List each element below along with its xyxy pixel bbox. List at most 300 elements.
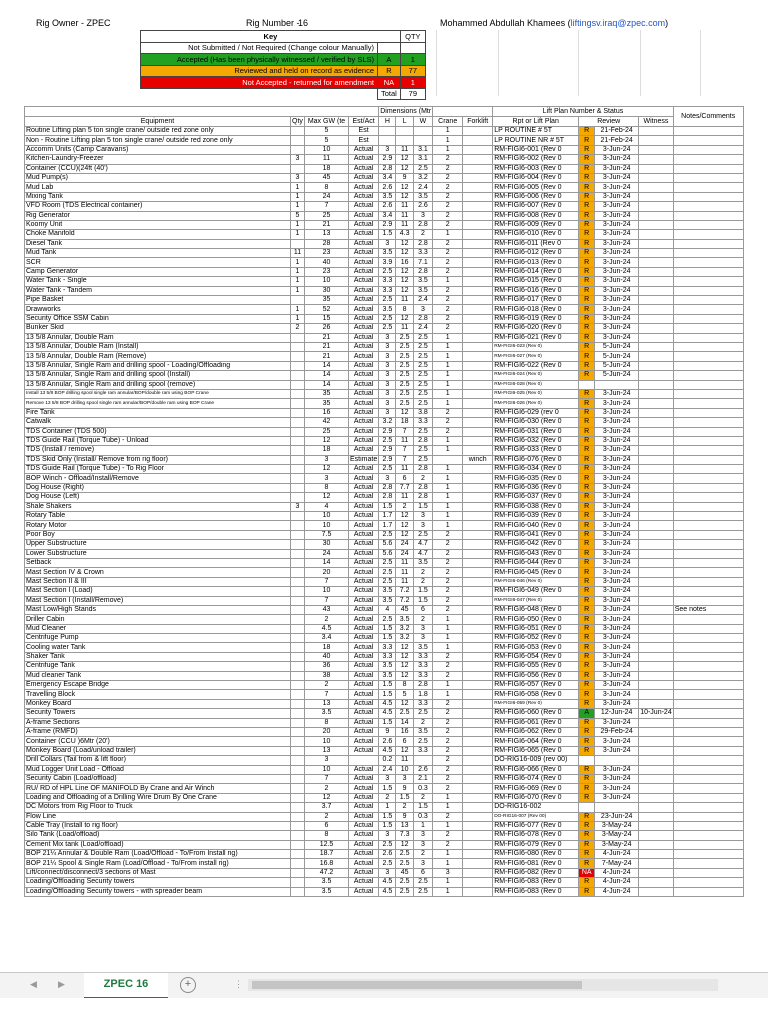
est-act-cell[interactable]: Actual [349, 784, 379, 793]
qty-cell[interactable] [291, 624, 305, 633]
est-act-cell[interactable]: Actual [349, 652, 379, 661]
review-date-cell[interactable]: 12-Jun-24 [595, 709, 639, 718]
notes-cell[interactable] [673, 859, 743, 868]
witness-cell[interactable] [639, 155, 674, 164]
height-cell[interactable]: 2.9 [379, 220, 396, 229]
max-gw-cell[interactable]: 13 [305, 699, 349, 708]
est-act-cell[interactable]: Actual [349, 840, 379, 849]
equipment-cell[interactable]: Remove 13 5/8 BOP drilling spool single ram annular/BOP/double ram using BOP Crane [25, 399, 291, 408]
crane-cell[interactable] [433, 455, 463, 464]
witness-cell[interactable] [639, 267, 674, 276]
height-cell[interactable]: 5.6 [379, 549, 396, 558]
review-status-cell[interactable]: R [579, 173, 595, 182]
est-act-cell[interactable]: Actual [349, 568, 379, 577]
width-cell[interactable]: 3.5 [413, 277, 432, 286]
qty-cell[interactable] [291, 465, 305, 474]
qty-cell[interactable] [291, 605, 305, 614]
table-row[interactable] [25, 127, 744, 136]
table-row[interactable] [25, 427, 744, 436]
lift-plan-cell[interactable]: RM-FIGI6-041 (Rev 0 [493, 530, 579, 539]
forklift-cell[interactable] [463, 155, 493, 164]
length-cell[interactable]: 12 [396, 643, 413, 652]
review-date-cell[interactable]: 3-Jun-24 [595, 690, 639, 699]
length-cell[interactable]: 4.3 [396, 230, 413, 239]
crane-cell[interactable]: 2 [433, 709, 463, 718]
qty-cell[interactable]: 1 [291, 192, 305, 201]
witness-cell[interactable] [639, 540, 674, 549]
review-date-cell[interactable]: 4-Jun-24 [595, 887, 639, 896]
witness-cell[interactable] [639, 596, 674, 605]
max-gw-cell[interactable]: 3 [305, 455, 349, 464]
max-gw-cell[interactable]: 36 [305, 662, 349, 671]
crane-cell[interactable]: 1 [433, 878, 463, 887]
width-cell[interactable]: 2.8 [413, 314, 432, 323]
table-row[interactable] [25, 784, 744, 793]
max-gw-cell[interactable]: 10 [305, 737, 349, 746]
lift-plan-cell[interactable]: RM-FIGI6-061 (Rev 0 [493, 718, 579, 727]
crane-cell[interactable]: 1 [433, 803, 463, 812]
est-act-cell[interactable]: Actual [349, 305, 379, 314]
review-date-cell[interactable]: 3-Jun-24 [595, 183, 639, 192]
lift-plan-cell[interactable]: RM-FIGI6-026 (Rev 0) [493, 399, 579, 408]
length-cell[interactable]: 12 [396, 239, 413, 248]
witness-cell[interactable] [639, 887, 674, 896]
max-gw-cell[interactable]: 25 [305, 211, 349, 220]
crane-cell[interactable]: 1 [433, 850, 463, 859]
witness-cell[interactable] [639, 258, 674, 267]
notes-cell[interactable] [673, 465, 743, 474]
forklift-cell[interactable] [463, 230, 493, 239]
crane-cell[interactable]: 1 [433, 821, 463, 830]
notes-cell[interactable] [673, 267, 743, 276]
qty-cell[interactable]: 11 [291, 249, 305, 258]
qty-cell[interactable]: 1 [291, 183, 305, 192]
witness-cell[interactable] [639, 530, 674, 539]
table-row[interactable] [25, 803, 744, 812]
notes-cell[interactable] [673, 474, 743, 483]
review-status-cell[interactable]: R [579, 746, 595, 755]
width-cell[interactable]: 2.8 [413, 436, 432, 445]
length-cell[interactable]: 11 [396, 296, 413, 305]
review-status-cell[interactable]: R [579, 493, 595, 502]
table-row[interactable] [25, 361, 744, 370]
notes-cell[interactable] [673, 718, 743, 727]
review-status-cell[interactable]: R [579, 652, 595, 661]
review-status-cell[interactable]: A [579, 709, 595, 718]
width-cell[interactable]: 2 [413, 230, 432, 239]
equipment-cell[interactable]: Mast Section II & III [25, 577, 291, 586]
width-cell[interactable]: 2.8 [413, 483, 432, 492]
length-cell[interactable]: 12 [396, 155, 413, 164]
notes-cell[interactable] [673, 389, 743, 398]
review-status-cell[interactable]: R [579, 850, 595, 859]
forklift-cell[interactable] [463, 737, 493, 746]
lift-plan-cell[interactable]: RM-FIGI6-045 (Rev 0 [493, 568, 579, 577]
height-cell[interactable]: 3.5 [379, 596, 396, 605]
forklift-cell[interactable] [463, 493, 493, 502]
lift-plan-cell[interactable]: DO-RIG16-009 (rev 00) [493, 756, 579, 765]
max-gw-cell[interactable]: 38 [305, 671, 349, 680]
notes-cell[interactable] [673, 756, 743, 765]
review-status-cell[interactable]: R [579, 502, 595, 511]
equipment-cell[interactable]: TDS Guide Rail (Torque Tube) - To Rig Floor [25, 465, 291, 474]
max-gw-cell[interactable]: 16 [305, 408, 349, 417]
lift-plan-cell[interactable]: RM-FIGI6-082 (Rev 0 [493, 868, 579, 877]
qty-cell[interactable]: 1 [291, 202, 305, 211]
height-cell[interactable]: 2.9 [379, 427, 396, 436]
review-date-cell[interactable]: 3-Jun-24 [595, 493, 639, 502]
crane-cell[interactable]: 1 [433, 230, 463, 239]
witness-cell[interactable] [639, 831, 674, 840]
prev-sheet-icon[interactable]: ◀ [30, 979, 37, 989]
crane-cell[interactable]: 2 [433, 192, 463, 201]
notes-cell[interactable] [673, 512, 743, 521]
qty-cell[interactable]: 2 [291, 324, 305, 333]
est-act-cell[interactable]: Actual [349, 277, 379, 286]
table-row[interactable] [25, 878, 744, 887]
forklift-cell[interactable] [463, 361, 493, 370]
equipment-cell[interactable]: Dog House (Left) [25, 493, 291, 502]
review-date-cell[interactable]: 3-Jun-24 [595, 774, 639, 783]
length-cell[interactable]: 12 [396, 746, 413, 755]
qty-cell[interactable] [291, 699, 305, 708]
table-row[interactable] [25, 230, 744, 239]
crane-cell[interactable]: 1 [433, 277, 463, 286]
witness-cell[interactable] [639, 521, 674, 530]
review-date-cell[interactable]: 3-Jun-24 [595, 596, 639, 605]
width-cell[interactable]: 0.3 [413, 784, 432, 793]
height-cell[interactable]: 4 [379, 605, 396, 614]
notes-cell[interactable] [673, 878, 743, 887]
crane-cell[interactable]: 1 [433, 465, 463, 474]
lift-plan-cell[interactable]: RM-FIGI6-055 (Rev 0 [493, 662, 579, 671]
height-cell[interactable]: 3 [379, 389, 396, 398]
est-act-cell[interactable]: Actual [349, 577, 379, 586]
est-act-cell[interactable]: Actual [349, 333, 379, 342]
witness-cell[interactable]: 10-Jun-24 [640, 709, 672, 717]
table-row[interactable] [25, 549, 744, 558]
qty-cell[interactable] [291, 577, 305, 586]
height-cell[interactable]: 9 [379, 728, 396, 737]
lift-plan-cell[interactable]: DO-RIG16-002 [493, 803, 579, 812]
forklift-cell[interactable] [463, 418, 493, 427]
width-cell[interactable]: 6 [413, 868, 432, 877]
review-status-cell[interactable]: R [579, 361, 595, 370]
height-cell[interactable]: 1.5 [379, 784, 396, 793]
crane-cell[interactable]: 1 [433, 681, 463, 690]
est-act-cell[interactable]: Actual [349, 878, 379, 887]
height-cell[interactable]: 1 [379, 803, 396, 812]
table-row[interactable] [25, 699, 744, 708]
est-act-cell[interactable]: Actual [349, 587, 379, 596]
forklift-cell[interactable] [463, 380, 493, 389]
review-date-cell[interactable]: 3-Jun-24 [595, 568, 639, 577]
review-status-cell[interactable] [579, 380, 595, 389]
length-cell[interactable]: 2.5 [396, 878, 413, 887]
height-cell[interactable]: 3 [379, 831, 396, 840]
witness-cell[interactable] [639, 746, 674, 755]
lift-plan-cell[interactable]: RM-FIGI6-029 (rev 0 [493, 408, 579, 417]
forklift-cell[interactable] [463, 690, 493, 699]
qty-cell[interactable] [291, 549, 305, 558]
lift-plan-cell[interactable]: RM-FIGI6-052 (Rev 0 [493, 634, 579, 643]
est-act-cell[interactable]: Actual [349, 793, 379, 802]
table-row[interactable] [25, 455, 744, 464]
max-gw-cell[interactable]: 6 [305, 821, 349, 830]
crane-cell[interactable]: 1 [433, 859, 463, 868]
witness-cell[interactable] [639, 502, 674, 511]
table-row[interactable] [25, 399, 744, 408]
review-status-cell[interactable]: R [579, 840, 595, 849]
length-cell[interactable]: 11 [396, 577, 413, 586]
qty-cell[interactable] [291, 380, 305, 389]
width-cell[interactable]: 2 [413, 850, 432, 859]
table-row[interactable] [25, 352, 744, 361]
forklift-cell[interactable] [463, 803, 493, 812]
review-date-cell[interactable]: 3-Jun-24 [595, 681, 639, 690]
length-cell[interactable]: 2.5 [396, 380, 413, 389]
est-act-cell[interactable]: Actual [349, 540, 379, 549]
equipment-cell[interactable]: 13 5/8 Annular, Single Ram and drilling spool (Install) [25, 371, 291, 380]
qty-cell[interactable] [291, 812, 305, 821]
equipment-cell[interactable]: TDS Skid Only (Install/ Remove from rig floor) [25, 455, 291, 464]
review-status-cell[interactable]: R [579, 558, 595, 567]
witness-cell[interactable] [639, 728, 674, 737]
review-status-cell[interactable]: R [579, 305, 595, 314]
notes-cell[interactable] [673, 530, 743, 539]
width-cell[interactable]: 2.1 [413, 774, 432, 783]
equipment-cell[interactable]: Lift/connect/disconnect/3 sections of Mast [25, 868, 291, 877]
equipment-cell[interactable]: Travelling Block [25, 690, 291, 699]
crane-cell[interactable]: 2 [433, 305, 463, 314]
equipment-cell[interactable]: Setback [25, 558, 291, 567]
forklift-cell[interactable] [463, 286, 493, 295]
height-cell[interactable]: 1.5 [379, 634, 396, 643]
height-cell[interactable]: 3 [379, 342, 396, 351]
height-cell[interactable]: 3.3 [379, 286, 396, 295]
review-status-cell[interactable]: R [579, 681, 595, 690]
table-row[interactable] [25, 530, 744, 539]
length-cell[interactable] [396, 136, 413, 145]
table-row[interactable] [25, 596, 744, 605]
forklift-cell[interactable] [463, 709, 493, 718]
crane-cell[interactable]: 2 [433, 596, 463, 605]
crane-cell[interactable]: 2 [433, 173, 463, 182]
witness-cell[interactable] [639, 296, 674, 305]
column-header-h[interactable]: H [379, 117, 396, 127]
qty-cell[interactable] [291, 671, 305, 680]
equipment-cell[interactable]: Mast Low/High Stands [25, 605, 291, 614]
equipment-cell[interactable]: Mud Tank [25, 249, 291, 258]
lift-plan-cell[interactable]: LP ROUTINE NR # 5T [493, 136, 579, 145]
max-gw-cell[interactable]: 20 [305, 728, 349, 737]
height-cell[interactable]: 4.5 [379, 878, 396, 887]
column-header-review[interactable]: Review [579, 117, 639, 127]
qty-cell[interactable]: 1 [291, 286, 305, 295]
height-cell[interactable]: 3.5 [379, 587, 396, 596]
crane-cell[interactable]: 2 [433, 324, 463, 333]
crane-cell[interactable]: 1 [433, 474, 463, 483]
notes-cell[interactable] [673, 324, 743, 333]
est-act-cell[interactable]: Actual [349, 220, 379, 229]
review-status-cell[interactable]: R [579, 127, 595, 136]
crane-cell[interactable]: 2 [433, 239, 463, 248]
est-act-cell[interactable]: Actual [349, 690, 379, 699]
lift-plan-cell[interactable]: RM-FIGI6-025 (Rev 0) [493, 389, 579, 398]
review-date-cell[interactable]: 3-Jun-24 [595, 418, 639, 427]
review-date-cell[interactable]: 3-Jun-24 [595, 765, 639, 774]
crane-cell[interactable]: 2 [433, 774, 463, 783]
witness-cell[interactable] [639, 624, 674, 633]
equipment-cell[interactable]: Poor Boy [25, 530, 291, 539]
lift-plan-cell[interactable]: DO-RIG16-007 (Rev 00) [493, 812, 579, 821]
qty-cell[interactable] [291, 342, 305, 351]
table-row[interactable] [25, 793, 744, 802]
review-status-cell[interactable]: R [579, 183, 595, 192]
height-cell[interactable]: 2.5 [379, 577, 396, 586]
witness-cell[interactable] [639, 821, 674, 830]
review-status-cell[interactable]: R [579, 859, 595, 868]
qty-cell[interactable] [291, 136, 305, 145]
qty-cell[interactable] [291, 558, 305, 567]
width-cell[interactable] [413, 136, 432, 145]
est-act-cell[interactable]: Actual [349, 549, 379, 558]
length-cell[interactable]: 2 [396, 502, 413, 511]
review-status-cell[interactable]: R [579, 164, 595, 173]
width-cell[interactable]: 1.5 [413, 502, 432, 511]
column-header-forklift[interactable]: Forklift [463, 117, 493, 127]
equipment-cell[interactable]: Mud Lab [25, 183, 291, 192]
width-cell[interactable]: 3.5 [413, 192, 432, 201]
forklift-cell[interactable] [463, 840, 493, 849]
max-gw-cell[interactable]: 21 [305, 342, 349, 351]
max-gw-cell[interactable]: 12.5 [305, 840, 349, 849]
review-date-cell[interactable]: 3-Jun-24 [595, 314, 639, 323]
crane-cell[interactable]: 2 [433, 164, 463, 173]
forklift-cell[interactable] [463, 145, 493, 154]
width-cell[interactable]: 2.5 [413, 446, 432, 455]
contact-email-link[interactable]: liftingsv.iraq@zpec.com [570, 18, 666, 28]
witness-cell[interactable] [639, 718, 674, 727]
review-status-cell[interactable]: R [579, 568, 595, 577]
length-cell[interactable]: 3.5 [396, 615, 413, 624]
width-cell[interactable] [413, 127, 432, 136]
max-gw-cell[interactable]: 12 [305, 493, 349, 502]
review-date-cell[interactable] [595, 380, 639, 389]
witness-cell[interactable] [639, 314, 674, 323]
forklift-cell[interactable] [463, 634, 493, 643]
sheet-tab-zpec16[interactable]: ZPEC 16 [84, 973, 168, 1000]
est-act-cell[interactable]: Actual [349, 803, 379, 812]
length-cell[interactable]: 2.5 [396, 342, 413, 351]
forklift-cell[interactable] [463, 296, 493, 305]
width-cell[interactable]: 3.1 [413, 145, 432, 154]
lift-plan-cell[interactable]: RM-FIGI6-078 (Rev 0 [493, 831, 579, 840]
height-cell[interactable]: 2.9 [379, 455, 396, 464]
table-row[interactable] [25, 474, 744, 483]
review-status-cell[interactable]: R [579, 540, 595, 549]
review-date-cell[interactable]: 3-Jun-24 [595, 521, 639, 530]
review-date-cell[interactable]: 3-Jun-24 [595, 793, 639, 802]
crane-cell[interactable]: 2 [433, 183, 463, 192]
forklift-cell[interactable] [463, 530, 493, 539]
review-status-cell[interactable]: R [579, 878, 595, 887]
review-date-cell[interactable]: 29-Feb-24 [595, 728, 639, 737]
height-cell[interactable]: 3 [379, 774, 396, 783]
equipment-cell[interactable]: Monkey Board (Load/unload trailer) [25, 746, 291, 755]
equipment-cell[interactable]: Mud Pump(s) [25, 173, 291, 182]
qty-cell[interactable] [291, 596, 305, 605]
qty-cell[interactable] [291, 831, 305, 840]
width-cell[interactable]: 3 [413, 305, 432, 314]
notes-cell[interactable] [673, 868, 743, 877]
height-cell[interactable]: 2.5 [379, 840, 396, 849]
crane-cell[interactable]: 1 [433, 502, 463, 511]
notes-cell[interactable] [673, 681, 743, 690]
witness-cell[interactable] [639, 361, 674, 370]
width-cell[interactable]: 2 [413, 577, 432, 586]
review-date-cell[interactable]: 3-Jun-24 [595, 643, 639, 652]
max-gw-cell[interactable]: 30 [305, 286, 349, 295]
table-row[interactable] [25, 493, 744, 502]
forklift-cell[interactable] [463, 474, 493, 483]
length-cell[interactable]: 2.5 [396, 361, 413, 370]
notes-cell[interactable] [673, 652, 743, 661]
length-cell[interactable]: 7.3 [396, 831, 413, 840]
witness-cell[interactable] [639, 587, 674, 596]
width-cell[interactable]: 2.8 [413, 267, 432, 276]
equipment-cell[interactable]: Cement Mix tank (Load/offload) [25, 840, 291, 849]
notes-cell[interactable] [673, 352, 743, 361]
table-row[interactable] [25, 277, 744, 286]
notes-cell[interactable] [673, 737, 743, 746]
review-date-cell[interactable]: 3-Jun-24 [595, 549, 639, 558]
witness-cell[interactable] [639, 352, 674, 361]
height-cell[interactable]: 3.9 [379, 258, 396, 267]
qty-cell[interactable] [291, 587, 305, 596]
length-cell[interactable]: 2.5 [396, 859, 413, 868]
notes-cell[interactable] [673, 342, 743, 351]
notes-cell[interactable] [673, 821, 743, 830]
lift-plan-cell[interactable]: RM-FIGI6-080 (Rev 0 [493, 850, 579, 859]
equipment-cell[interactable]: Emergency Escape Bridge [25, 681, 291, 690]
length-cell[interactable]: 7.2 [396, 596, 413, 605]
forklift-cell[interactable] [463, 183, 493, 192]
crane-cell[interactable]: 2 [433, 530, 463, 539]
lift-plan-cell[interactable]: RM-FIGI6-035 (Rev 0 [493, 474, 579, 483]
equipment-cell[interactable]: Kitchen-Laundry-Freezer [25, 155, 291, 164]
est-act-cell[interactable]: Actual [349, 474, 379, 483]
crane-cell[interactable]: 3 [433, 868, 463, 877]
forklift-cell[interactable] [463, 164, 493, 173]
column-header-witness[interactable]: Witness [639, 117, 674, 127]
height-cell[interactable]: 3.5 [379, 305, 396, 314]
crane-cell[interactable]: 2 [433, 756, 463, 765]
witness-cell[interactable] [639, 512, 674, 521]
height-cell[interactable]: 2 [379, 793, 396, 802]
length-cell[interactable]: 12 [396, 699, 413, 708]
forklift-cell[interactable] [463, 587, 493, 596]
notes-cell[interactable] [673, 774, 743, 783]
review-status-cell[interactable]: R [579, 512, 595, 521]
max-gw-cell[interactable]: 5 [305, 127, 349, 136]
max-gw-cell[interactable]: 25 [305, 427, 349, 436]
max-gw-cell[interactable]: 10 [305, 587, 349, 596]
length-cell[interactable]: 8 [396, 681, 413, 690]
height-cell[interactable]: 3.5 [379, 662, 396, 671]
review-date-cell[interactable]: 3-Jun-24 [595, 737, 639, 746]
est-act-cell[interactable]: Est [349, 136, 379, 145]
